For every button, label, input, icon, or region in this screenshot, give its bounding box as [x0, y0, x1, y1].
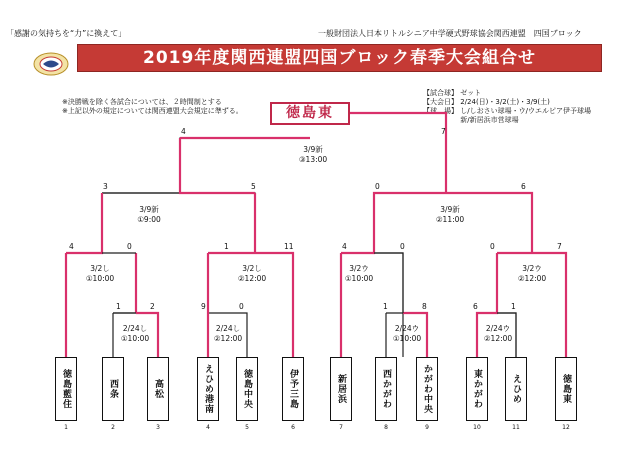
team-number: 4 [206, 424, 210, 431]
game-r1d-date: 2/24ウ [485, 324, 511, 333]
game-r1a [105, 324, 165, 344]
score-r1a-right: 2 [150, 302, 155, 311]
score-q1-right: 0 [127, 242, 132, 251]
score-semi-right-left: 0 [375, 182, 380, 191]
game-q1 [70, 264, 130, 284]
team-name: えひめ [511, 374, 521, 404]
game-r1a-date: 2/24し [122, 324, 148, 333]
page-title: 2019年度関西連盟四国ブロック春季大会組合せ [143, 48, 536, 68]
note-line-1: ※決勝戦を除く各試合については、２時間制とする [62, 98, 222, 106]
score-r1b-right: 0 [239, 302, 244, 311]
score-r1d-left: 6 [473, 302, 478, 311]
game-q3-date: 3/2ウ [349, 264, 369, 273]
team-name: 徳島中央 [242, 369, 252, 409]
score-r1d-right: 1 [511, 302, 516, 311]
team-number: 1 [64, 424, 68, 431]
game-q4 [502, 264, 562, 284]
team-box [330, 357, 352, 421]
game-q2 [222, 264, 282, 284]
score-q1-left: 4 [69, 242, 74, 251]
score-r1a-left: 1 [116, 302, 121, 311]
team-number: 12 [562, 424, 570, 431]
team-box [147, 357, 169, 421]
score-q3-right: 0 [400, 242, 405, 251]
score-q2-right: 11 [284, 242, 294, 251]
game-r1d-slot: ②12:00 [483, 334, 513, 343]
game-semi-left-slot: ①9:00 [137, 215, 161, 224]
team-box [375, 357, 397, 421]
team-box [505, 357, 527, 421]
team-box [466, 357, 488, 421]
game-q2-date: 3/2し [242, 264, 262, 273]
game-r1b [198, 324, 258, 344]
game-r1b-slot: ②12:00 [213, 334, 243, 343]
game-final [283, 145, 343, 165]
team-number: 7 [339, 424, 343, 431]
score-semi-left-right: 5 [251, 182, 256, 191]
score-final-left: 4 [181, 127, 186, 136]
game-r1d [468, 324, 528, 344]
team-box [55, 357, 77, 421]
game-q4-date: 3/2ウ [522, 264, 542, 273]
champion-name: 徳島東 [286, 105, 334, 121]
team-name: かがわ中央 [422, 364, 432, 414]
team-number: 9 [425, 424, 429, 431]
info-venue: 【球 場】 し/しおさい球場・ウ/ウエルピア伊予球場 [423, 107, 591, 115]
team-number: 6 [291, 424, 295, 431]
team-box [555, 357, 577, 421]
note-line-2: ※上記以外の規定については関西連盟大会規定に準ずる。 [62, 107, 243, 115]
score-q3-left: 4 [342, 242, 347, 251]
score-r1b-left: 9 [201, 302, 206, 311]
game-q4-slot: ②12:00 [517, 274, 547, 283]
game-q1-slot: ①10:00 [85, 274, 115, 283]
game-final-slot: ③13:00 [298, 155, 328, 164]
slogan-text: 「感謝の気持ちを“力”に換えて」 [6, 29, 127, 38]
score-semi-right-right: 6 [521, 182, 526, 191]
score-final-right: 7 [441, 127, 446, 136]
info-venue-2: 新/新居浜市営球場 [423, 116, 519, 124]
champion-box [270, 102, 350, 125]
team-name: 高松 [153, 379, 163, 399]
score-q2-left: 1 [224, 242, 229, 251]
team-name: 徳島藍住 [61, 369, 71, 409]
game-q2-slot: ②12:00 [237, 274, 267, 283]
team-box [236, 357, 258, 421]
score-semi-left-left: 3 [103, 182, 108, 191]
info-dates: 【大会日】 2/24(日)・3/2(土)・3/9(土) [423, 98, 550, 106]
team-name: 伊予三島 [288, 369, 298, 409]
game-semi-right-slot: ②11:00 [435, 215, 465, 224]
team-box [102, 357, 124, 421]
game-semi-right [420, 205, 480, 225]
team-name: えひめ港南 [203, 364, 213, 414]
team-number: 11 [512, 424, 520, 431]
game-semi-right-date: 3/9新 [440, 205, 460, 214]
game-q3 [329, 264, 389, 284]
team-number: 8 [384, 424, 388, 431]
organization-text: 一般財団法人日本リトルシニア中学硬式野球協会関西連盟 四国ブロック [318, 29, 582, 38]
team-name: 東かがわ [472, 369, 482, 409]
game-q3-slot: ①10:00 [344, 274, 374, 283]
game-r1c [377, 324, 437, 344]
team-name: 西かがわ [381, 369, 391, 409]
team-number: 10 [473, 424, 481, 431]
score-r1c-right: 8 [422, 302, 427, 311]
team-name: 新居浜 [336, 374, 346, 404]
team-box [416, 357, 438, 421]
info-ball: 【試合球】 ゼット [423, 89, 482, 97]
team-box [197, 357, 219, 421]
team-number: 2 [111, 424, 115, 431]
game-r1a-slot: ①10:00 [120, 334, 150, 343]
team-box [282, 357, 304, 421]
score-q4-left: 0 [490, 242, 495, 251]
game-q1-date: 3/2し [90, 264, 110, 273]
game-r1c-slot: ①10:00 [392, 334, 422, 343]
team-name: 徳島東 [561, 374, 571, 404]
team-number: 3 [156, 424, 160, 431]
team-number: 5 [245, 424, 249, 431]
game-final-date: 3/9新 [303, 145, 323, 154]
score-r1c-left: 1 [383, 302, 388, 311]
game-r1c-date: 2/24ウ [394, 324, 420, 333]
team-name: 西条 [108, 379, 118, 399]
game-semi-left-date: 3/9新 [139, 205, 159, 214]
score-q4-right: 7 [557, 242, 562, 251]
game-r1b-date: 2/24し [215, 324, 241, 333]
game-semi-left [119, 205, 179, 225]
